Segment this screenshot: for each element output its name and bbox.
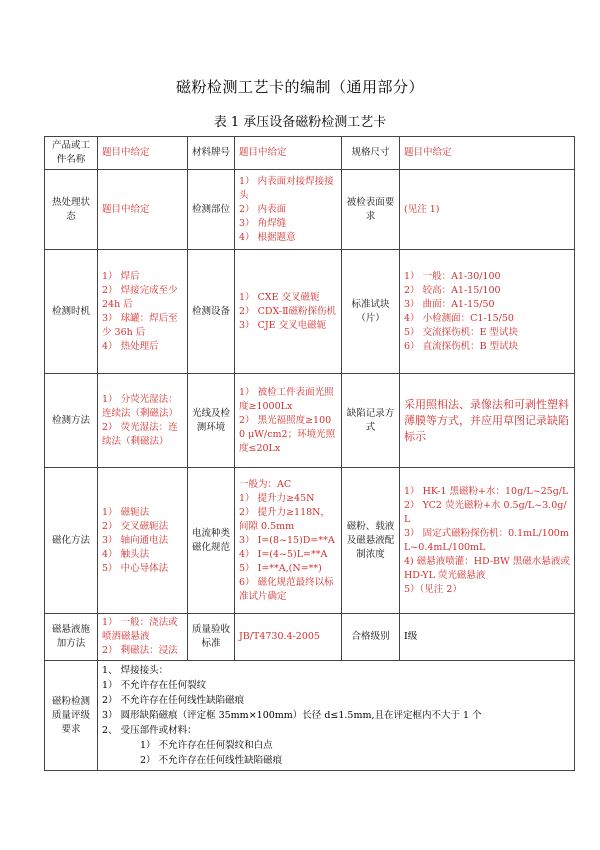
light-list [235, 374, 342, 468]
mag-item: 5） 中心导体法 [102, 562, 169, 574]
eval-line: 1、 焊接接头： [102, 665, 169, 676]
material-value: 题目中给定 [235, 137, 342, 170]
equipment-list [235, 250, 342, 374]
row-heat [45, 170, 575, 250]
light-item: 1） 被检工件表面光照度≥1000Lx [239, 386, 334, 412]
mag-spec-item: 4） I=(4~5)L=**A [239, 548, 328, 560]
liquid-item: 3） 固定式磁粉探伤机：0.1mL/100mL~0.4mL/100mL [404, 527, 569, 553]
mag-spec-list [235, 468, 342, 614]
part-item: 1） 内表面对接焊接接头 [239, 175, 334, 201]
label-record: 缺陷记录方式 [342, 374, 400, 468]
liquid-list [400, 468, 575, 614]
eval-line: 3） 圆形缺陷磁痕（评定框 35mm×100mm）长径 d≤1.5mm,且在评定框内不大于 1 个 [102, 710, 482, 721]
liquid-item: 2） YC2 荧光磁粉+水 0.5g/L~3.0g/L [404, 499, 567, 525]
product-value: 题目中给定 [98, 137, 188, 170]
label-product: 产品或工件名称 [45, 137, 98, 170]
mag-spec-item: 3） I=(8~15)D=**A [239, 534, 335, 546]
process-card-table [44, 136, 575, 771]
equipment-item: 1） CXE 交叉磁轭 [239, 291, 320, 303]
label-liquid: 磁粉、载液及磁悬液配制浓度 [342, 468, 400, 614]
label-light: 光线及检测环境 [188, 374, 235, 468]
block-item: 5） 交流探伤机：E 型试块 [404, 326, 519, 338]
equipment-item: 3） CJE 交叉电磁轭 [239, 319, 327, 331]
eval-line: 2、 受压部件或材料： [102, 725, 197, 736]
mag-spec-item: 一般为：AC [239, 478, 292, 490]
part-item: 3） 角焊缝 [239, 217, 287, 229]
eval-line: 1） 不允许存在任何裂纹和白点 [140, 740, 273, 751]
eval-line: 1） 不允许存在任何裂纹 [102, 680, 207, 691]
liquid-item: 1） HK-1 黑磁粉+水：10g/L~25g/L [404, 485, 569, 497]
eval-line: 2） 不允许存在任何线性缺陷磁痕 [140, 755, 283, 766]
label-spec: 规格尺寸 [342, 137, 400, 170]
mag-spec-item: 5） I=**A,(N=**) [239, 562, 322, 574]
mag-item: 4） 触头法 [102, 548, 150, 560]
mag-item: 3） 轴向通电法 [102, 534, 169, 546]
liquid-item: 5）（见注 2） [404, 583, 462, 595]
apply-item: 2） 剩磁法：浸法 [102, 645, 178, 656]
apply-item: 1） 一般：浇法或喷洒磁悬液 [102, 617, 178, 642]
label-method: 检测方法 [45, 374, 98, 468]
timing-list [98, 250, 188, 374]
part-item: 2） 内表面 [239, 203, 287, 215]
block-item: 6） 直流探伤机：B 型试块 [404, 340, 519, 352]
label-equipment: 检测设备 [188, 250, 235, 374]
label-timing: 检测时机 [45, 250, 98, 374]
label-material: 材料牌号 [188, 137, 235, 170]
part-item: 4） 根据题意 [239, 231, 296, 243]
record-value: 采用照相法、录像法和可剥性塑料薄膜等方式，并应用草图记录缺陷标示 [400, 374, 575, 468]
row-product [45, 137, 575, 170]
label-grade: 合格级别 [342, 614, 400, 661]
page-title: 磁粉检测工艺卡的编制（通用部分） [175, 78, 424, 96]
grade-value: Ⅰ级 [400, 614, 575, 661]
timing-item: 2） 焊接完成至少 24h 后 [102, 284, 178, 310]
method-item: 1） 分荧光湿法：连续法（剩磁法） [102, 393, 179, 419]
row-apply [45, 614, 575, 661]
label-block: 标准试块（片） [342, 250, 400, 374]
label-part: 检测部位 [188, 170, 235, 250]
mag-item: 1） 磁轭法 [102, 506, 150, 518]
label-quality: 质量验收标准 [188, 614, 235, 661]
mag-list [98, 468, 188, 614]
label-apply: 磁悬液施加方法 [45, 614, 98, 661]
liquid-item: 4) 磁悬液喷灌：HD-BW 黑磁水悬液或 HD-YL 荧光磁悬液 [404, 555, 570, 581]
row-method [45, 374, 575, 468]
method-item: 2） 荧光湿法：连续法（剩磁法） [102, 421, 178, 447]
table-caption: 表 1 承压设备磁粉检测工艺卡 [213, 115, 387, 130]
label-heat: 热处理状态 [45, 170, 98, 250]
timing-item: 3） 球罐：焊后至少 36h 后 [102, 312, 178, 338]
mag-spec-item: 2） 提升力≥118N，间隙 0.5mm [239, 506, 330, 532]
row-timing [45, 250, 575, 374]
row-evaluation [45, 661, 575, 771]
block-item: 1） 一般：A1-30/100 [404, 270, 501, 282]
heat-value: 题目中给定 [98, 170, 188, 250]
eval-line: 2） 不允许存在任何线性缺陷磁痕 [102, 695, 245, 706]
label-eval: 磁粉检测质量评级要求 [45, 661, 98, 771]
block-item: 3） 曲面：A1-15/50 [404, 298, 495, 310]
method-list [98, 374, 188, 468]
quality-value: JB/T4730.4-2005 [235, 614, 342, 661]
row-magnetization [45, 468, 575, 614]
eval-requirements [98, 661, 575, 771]
block-list [400, 250, 575, 374]
timing-item: 4） 热处理后 [102, 340, 159, 352]
timing-item: 1） 焊后 [102, 270, 140, 282]
light-item: 2） 黑光福照度≥1000 μW/cm2；环境光照度≤20Lx [239, 414, 336, 454]
surface-value: (见注 1) [400, 170, 575, 250]
label-surface: 被检表面要求 [342, 170, 400, 250]
mag-spec-item: 1） 提升力≥45N [239, 492, 315, 504]
apply-list [98, 614, 188, 661]
label-mag-spec: 电流种类磁化规范 [188, 468, 235, 614]
mag-item: 2） 交叉磁轭法 [102, 520, 169, 532]
spec-value: 题目中给定 [400, 137, 575, 170]
part-list [235, 170, 342, 250]
mag-spec-item: 6） 磁化规范最终以标准试片确定 [239, 576, 334, 602]
block-item: 4） 小检测面：C1-15/50 [404, 312, 514, 324]
block-item: 2） 较高：A1-15/100 [404, 284, 501, 296]
label-mag: 磁化方法 [45, 468, 98, 614]
equipment-item: 2） CDX-Ⅱ磁粉探伤机 [239, 305, 337, 317]
